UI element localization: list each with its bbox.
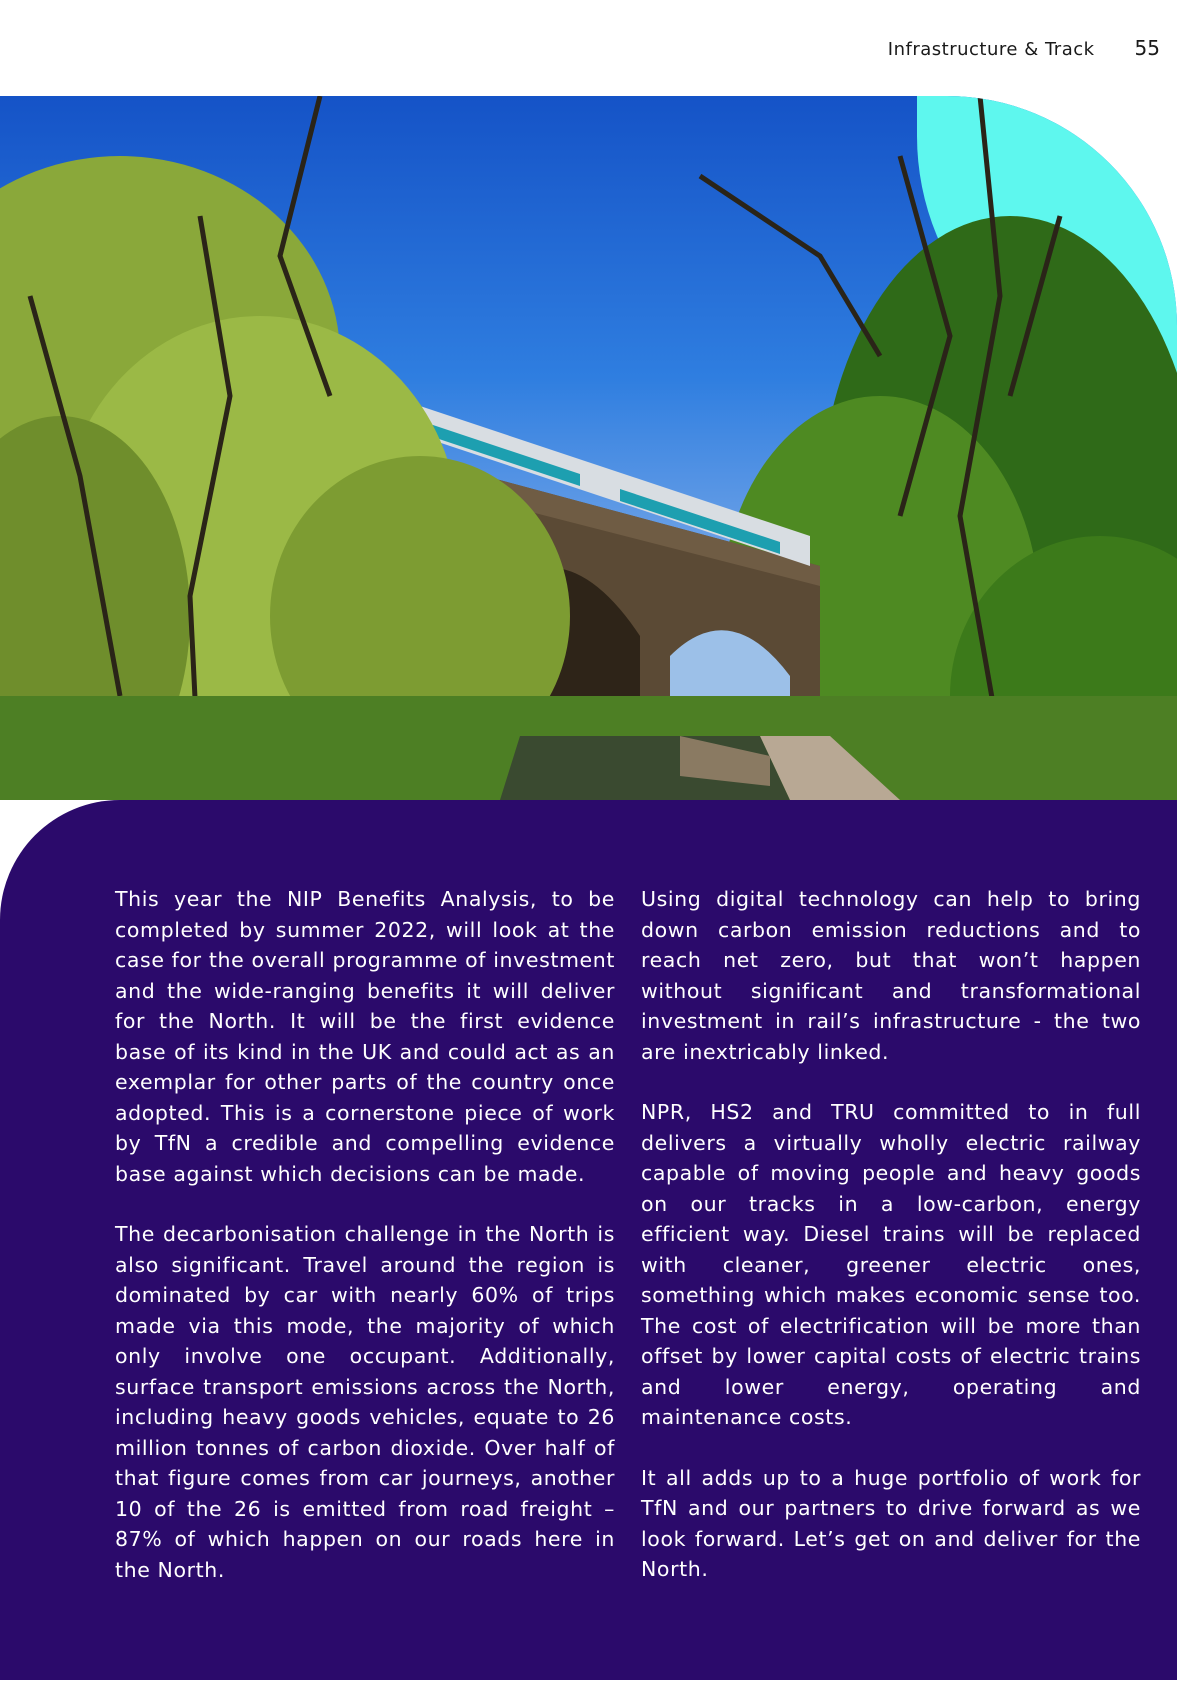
left-column bbox=[115, 884, 615, 1615]
railway-viaduct-photo bbox=[0, 96, 1177, 800]
text-panel bbox=[0, 800, 1177, 1680]
left-paragraph-1: This year the NIP Benefits Analysis, to be completed by summer 2022, will look at the case for the overall programme of investment and the wide-ranging benefits it will deliver for the North. It will be the first evidence base of its kind in the UK and could act as an exemplar for other parts of the country once adopted. This is a cornerstone piece of work by TfN a credible and compelling evidence base against which decisions can be made. bbox=[115, 887, 615, 1186]
right-column bbox=[641, 884, 1141, 1615]
left-paragraph-2: The decarbonisation challenge in the North is also significant. Travel around the region is dominated by car with nearly 60% of trips made via this mode, the majority of which only involve one occupant. Additionally, surface transport emissions across the North, including heavy goods vehicles, equate to 26 million tonnes of carbon dioxide. Over half of that figure comes from car journeys, another 10 of the 26 is emitted from road freight – 87% of which happen on our roads here in the North. bbox=[115, 1222, 615, 1582]
right-paragraph-2: NPR, HS2 and TRU committed to in full delivers a virtually wholly electric railway capable of moving people and heavy goods on our tracks in a low-carbon, energy efficient way. Diesel trains will be replaced with cleaner, greener electric ones, something which makes economic sense too. The cost of electrification will be more than offset by lower capital costs of electric trains and lower energy, operating and maintenance costs. bbox=[641, 1100, 1141, 1429]
hero-photo bbox=[0, 96, 1177, 800]
right-paragraph-1: Using digital technology can help to bring down carbon emission reductions and to reach net zero, but that won’t happen without significant and transformational investment in rail’s infrastructure - the two are inextricably linked. bbox=[641, 887, 1141, 1064]
section-label: Infrastructure & Track bbox=[887, 39, 1095, 60]
page-number: 55 bbox=[1134, 36, 1160, 60]
right-paragraph-3: It all adds up to a huge portfolio of work for TfN and our partners to drive forward as we look forward. Let’s get on and deliver for the North. bbox=[641, 1465, 1141, 1581]
page-header bbox=[888, 36, 1160, 60]
